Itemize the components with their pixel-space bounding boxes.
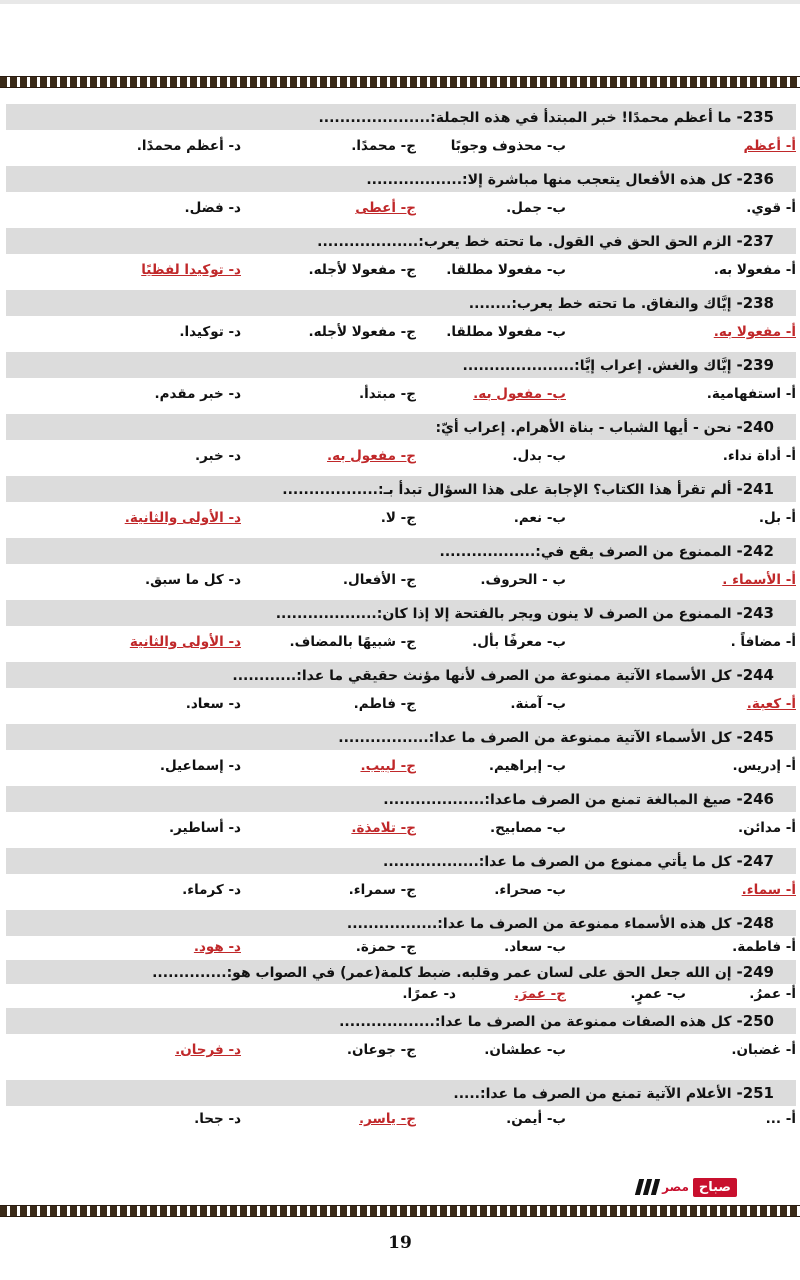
options-row bbox=[6, 688, 796, 724]
options-row bbox=[6, 564, 796, 600]
question-number: 238- bbox=[736, 294, 774, 312]
question-header bbox=[6, 228, 796, 254]
question-text: كل هذه الأسماء ممنوعة من الصرف ما عدا:................. bbox=[346, 916, 732, 932]
option-a: أ- غضبان. bbox=[731, 1042, 796, 1058]
option-a: أ- عمرُ. bbox=[749, 986, 796, 1002]
question-text: كل هذه الصفات ممنوعة من الصرف ما عدا:.................. bbox=[339, 1014, 732, 1030]
question-number: 237- bbox=[736, 232, 774, 250]
question-header bbox=[6, 724, 796, 750]
question-248 bbox=[6, 910, 796, 960]
question-240 bbox=[6, 414, 796, 476]
question-text: الممنوع من الصرف يقع في:.................. bbox=[439, 544, 732, 560]
question-number: 245- bbox=[736, 728, 774, 746]
option-a-correct: أ- سماء. bbox=[741, 882, 796, 898]
question-249 bbox=[6, 960, 796, 1008]
option-d: د- توكيدا. bbox=[179, 324, 241, 340]
question-text: صيغ المبالغة تمنع من الصرف ماعدا:................... bbox=[383, 792, 732, 808]
option-c: ج- مبتدأ. bbox=[359, 386, 416, 402]
options-row bbox=[6, 254, 796, 290]
option-d: د- كرماء. bbox=[182, 882, 241, 898]
option-c-correct: ج- أعطى bbox=[355, 200, 416, 216]
option-d: د- خبر. bbox=[195, 448, 241, 464]
question-list bbox=[6, 104, 796, 1136]
question-text: ما أعظم محمدًا! خبر المبتدأ في هذه الجملة:..................... bbox=[318, 110, 732, 126]
options-row bbox=[6, 936, 796, 960]
question-number: 240- bbox=[736, 418, 774, 436]
question-header bbox=[6, 662, 796, 688]
option-d: د- أساطير. bbox=[169, 820, 241, 836]
option-d: د- عمرًا. bbox=[402, 986, 456, 1002]
option-c: ج- لا. bbox=[380, 510, 416, 526]
question-235 bbox=[6, 104, 796, 166]
question-text: كل ما يأتي ممنوع من الصرف ما عدا:.................. bbox=[383, 854, 732, 870]
question-header bbox=[6, 848, 796, 874]
question-241 bbox=[6, 476, 796, 538]
options-row bbox=[6, 1106, 796, 1136]
question-239 bbox=[6, 352, 796, 414]
option-d-correct: د- فرحان. bbox=[175, 1042, 241, 1058]
question-251 bbox=[6, 1080, 796, 1136]
options-row bbox=[6, 874, 796, 910]
question-244 bbox=[6, 662, 796, 724]
question-246 bbox=[6, 786, 796, 848]
watermark-logo-text: صباح bbox=[693, 1178, 737, 1197]
question-header bbox=[6, 476, 796, 502]
options-row bbox=[6, 626, 796, 662]
question-header bbox=[6, 1008, 796, 1034]
option-c-correct: ج- ياسر. bbox=[359, 1111, 416, 1127]
option-a-correct: أ- أعظم bbox=[743, 138, 796, 154]
option-c: ج- مفعولا لأجله. bbox=[308, 324, 416, 340]
question-header bbox=[6, 960, 796, 984]
option-c: ج- سمراء. bbox=[348, 882, 416, 898]
question-text: الأعلام الآتية تمنع من الصرف ما عدا:..... bbox=[453, 1086, 732, 1102]
question-247 bbox=[6, 848, 796, 910]
option-c-correct: ج- لبيب. bbox=[360, 758, 416, 774]
question-text: كل هذه الأفعال يتعجب منها مباشرة إلا:.................. bbox=[366, 172, 732, 188]
watermark-logo bbox=[625, 1175, 737, 1199]
watermark-stripes-icon bbox=[637, 1179, 658, 1195]
option-a: أ- ... bbox=[765, 1111, 796, 1127]
option-a: أ- بل. bbox=[758, 510, 796, 526]
options-row bbox=[6, 440, 796, 476]
option-d-correct: د- هود. bbox=[193, 939, 241, 955]
question-header bbox=[6, 352, 796, 378]
option-d: د- إسماعيل. bbox=[159, 758, 241, 774]
option-b: ب- صحراء. bbox=[494, 882, 566, 898]
watermark-sub-text: مصر bbox=[662, 1180, 689, 1194]
question-text: إن الله جعل الحق على لسان عمر وقلبه. ضبط كلمة(عمر) في الصواب هو:.............. bbox=[152, 965, 732, 981]
option-b: ب- آمنة. bbox=[510, 696, 566, 712]
options-row bbox=[6, 812, 796, 848]
option-a: أ- مفعولا به. bbox=[713, 262, 796, 278]
option-a-correct: أ- كعبة. bbox=[746, 696, 796, 712]
options-row bbox=[6, 378, 796, 414]
option-b: ب- عمرٍ. bbox=[630, 986, 686, 1002]
option-b: ب- جمل. bbox=[506, 200, 566, 216]
option-c: ج- الأفعال. bbox=[342, 572, 416, 588]
option-c: ج- حمزة. bbox=[355, 939, 416, 955]
question-text: إيَّاك والنفاق. ما تحته خط يعرب:........ bbox=[468, 296, 732, 312]
question-header bbox=[6, 910, 796, 936]
option-b: ب- مصابيح. bbox=[489, 820, 566, 836]
question-238 bbox=[6, 290, 796, 352]
option-b: ب- نعم. bbox=[513, 510, 566, 526]
decorative-border-top bbox=[0, 76, 800, 88]
question-237 bbox=[6, 228, 796, 290]
options-row bbox=[6, 316, 796, 352]
page-number: 19 bbox=[388, 1233, 412, 1253]
option-c: ج- فاطم. bbox=[353, 696, 416, 712]
question-text: نحن - أيها الشباب - بناة الأهرام. إعراب أيّ: bbox=[435, 420, 732, 436]
option-b: ب- بدل. bbox=[512, 448, 566, 464]
question-243 bbox=[6, 600, 796, 662]
question-number: 239- bbox=[736, 356, 774, 374]
option-a: أ- إدريس. bbox=[732, 758, 796, 774]
options-row bbox=[6, 192, 796, 228]
question-242 bbox=[6, 538, 796, 600]
option-c-correct: ج- عمرَ. bbox=[514, 986, 566, 1002]
option-d: د- سعاد. bbox=[185, 696, 241, 712]
option-d: د- أعظم محمدًا. bbox=[136, 138, 241, 154]
option-a: أ- استفهامية. bbox=[706, 386, 796, 402]
option-c: ج- محمدًا. bbox=[351, 138, 416, 154]
question-number: 246- bbox=[736, 790, 774, 808]
option-a-correct: أ- مفعولا به. bbox=[713, 324, 796, 340]
option-c: ج- شبيهًا بالمضاف. bbox=[289, 634, 416, 650]
question-245 bbox=[6, 724, 796, 786]
option-d-correct: د- توكيدا لفظيًا bbox=[141, 262, 241, 278]
question-text: الزم الحق الحق في القول. ما تحته خط يعرب:................... bbox=[317, 234, 732, 250]
option-b: ب- سعاد. bbox=[504, 939, 566, 955]
question-number: 250- bbox=[736, 1012, 774, 1030]
option-c-correct: ج- تلامذة. bbox=[351, 820, 416, 836]
question-number: 248- bbox=[736, 914, 774, 932]
options-row bbox=[6, 502, 796, 538]
question-header bbox=[6, 290, 796, 316]
option-a: أ- مدائن. bbox=[737, 820, 796, 836]
question-number: 247- bbox=[736, 852, 774, 870]
question-text: كل الأسماء الآتية ممنوعة من الصرف لأنها مؤنث حقيقي ما عدا:............ bbox=[232, 668, 732, 684]
page-top-bar bbox=[0, 0, 800, 4]
option-b: ب- عطشان. bbox=[484, 1042, 566, 1058]
option-c: ج- جوعان. bbox=[346, 1042, 416, 1058]
question-header bbox=[6, 104, 796, 130]
option-b: ب- مفعولا مطلقا. bbox=[446, 324, 566, 340]
question-header bbox=[6, 166, 796, 192]
option-b: ب- مفعولا مطلقا. bbox=[446, 262, 566, 278]
option-b: ب- معرفًا بأل. bbox=[472, 634, 566, 650]
options-row bbox=[6, 1034, 796, 1080]
option-b: ب- إبراهيم. bbox=[488, 758, 566, 774]
question-text: إيَّاك والغش. إعراب إيَّا:..................... bbox=[462, 358, 732, 374]
option-b-correct: ب- مفعول به. bbox=[473, 386, 566, 402]
option-a: أ- أداة نداء. bbox=[722, 448, 796, 464]
question-236 bbox=[6, 166, 796, 228]
options-row bbox=[6, 130, 796, 166]
question-number: 235- bbox=[736, 108, 774, 126]
question-header bbox=[6, 538, 796, 564]
question-header bbox=[6, 414, 796, 440]
question-number: 236- bbox=[736, 170, 774, 188]
option-a: أ- فاطمة. bbox=[732, 939, 796, 955]
question-number: 243- bbox=[736, 604, 774, 622]
decorative-border-bottom bbox=[0, 1205, 800, 1217]
option-b: ب- محذوف وجوبًا bbox=[450, 138, 566, 154]
question-number: 242- bbox=[736, 542, 774, 560]
option-a-correct: أ- الأسماء . bbox=[722, 572, 796, 588]
option-c: ج- مفعولا لأجله. bbox=[308, 262, 416, 278]
option-a: أ- قوي. bbox=[746, 200, 796, 216]
question-text: الممنوع من الصرف لا ينون ويجر بالفتحة إلا إذا كان:................... bbox=[275, 606, 732, 622]
question-header bbox=[6, 786, 796, 812]
options-row bbox=[6, 750, 796, 786]
question-header bbox=[6, 600, 796, 626]
option-d: د- كل ما سبق. bbox=[144, 572, 241, 588]
option-d: د- جحا. bbox=[194, 1111, 241, 1127]
option-d: د- فضل. bbox=[184, 200, 241, 216]
question-text: ألم تقرأ هذا الكتاب؟ الإجابة على هذا السؤال تبدأ بـ:.................. bbox=[282, 482, 732, 498]
options-row bbox=[6, 984, 796, 1008]
option-b: ب - الحروف. bbox=[480, 572, 566, 588]
option-d-correct: د- الأولى والثانية bbox=[129, 634, 241, 650]
question-number: 249- bbox=[736, 963, 774, 981]
question-number: 244- bbox=[736, 666, 774, 684]
option-b: ب- أيمن. bbox=[506, 1111, 566, 1127]
option-d: د- خبر مقدم. bbox=[154, 386, 241, 402]
question-250 bbox=[6, 1008, 796, 1080]
question-number: 241- bbox=[736, 480, 774, 498]
question-number: 251- bbox=[736, 1084, 774, 1102]
option-a: أ- مضافاً . bbox=[730, 634, 796, 650]
question-text: كل الأسماء الآتية ممنوعة من الصرف ما عدا:................. bbox=[338, 730, 732, 746]
question-header bbox=[6, 1080, 796, 1106]
option-c-correct: ج- مفعول به. bbox=[327, 448, 416, 464]
option-d-correct: د- الأولى والثانية. bbox=[124, 510, 241, 526]
